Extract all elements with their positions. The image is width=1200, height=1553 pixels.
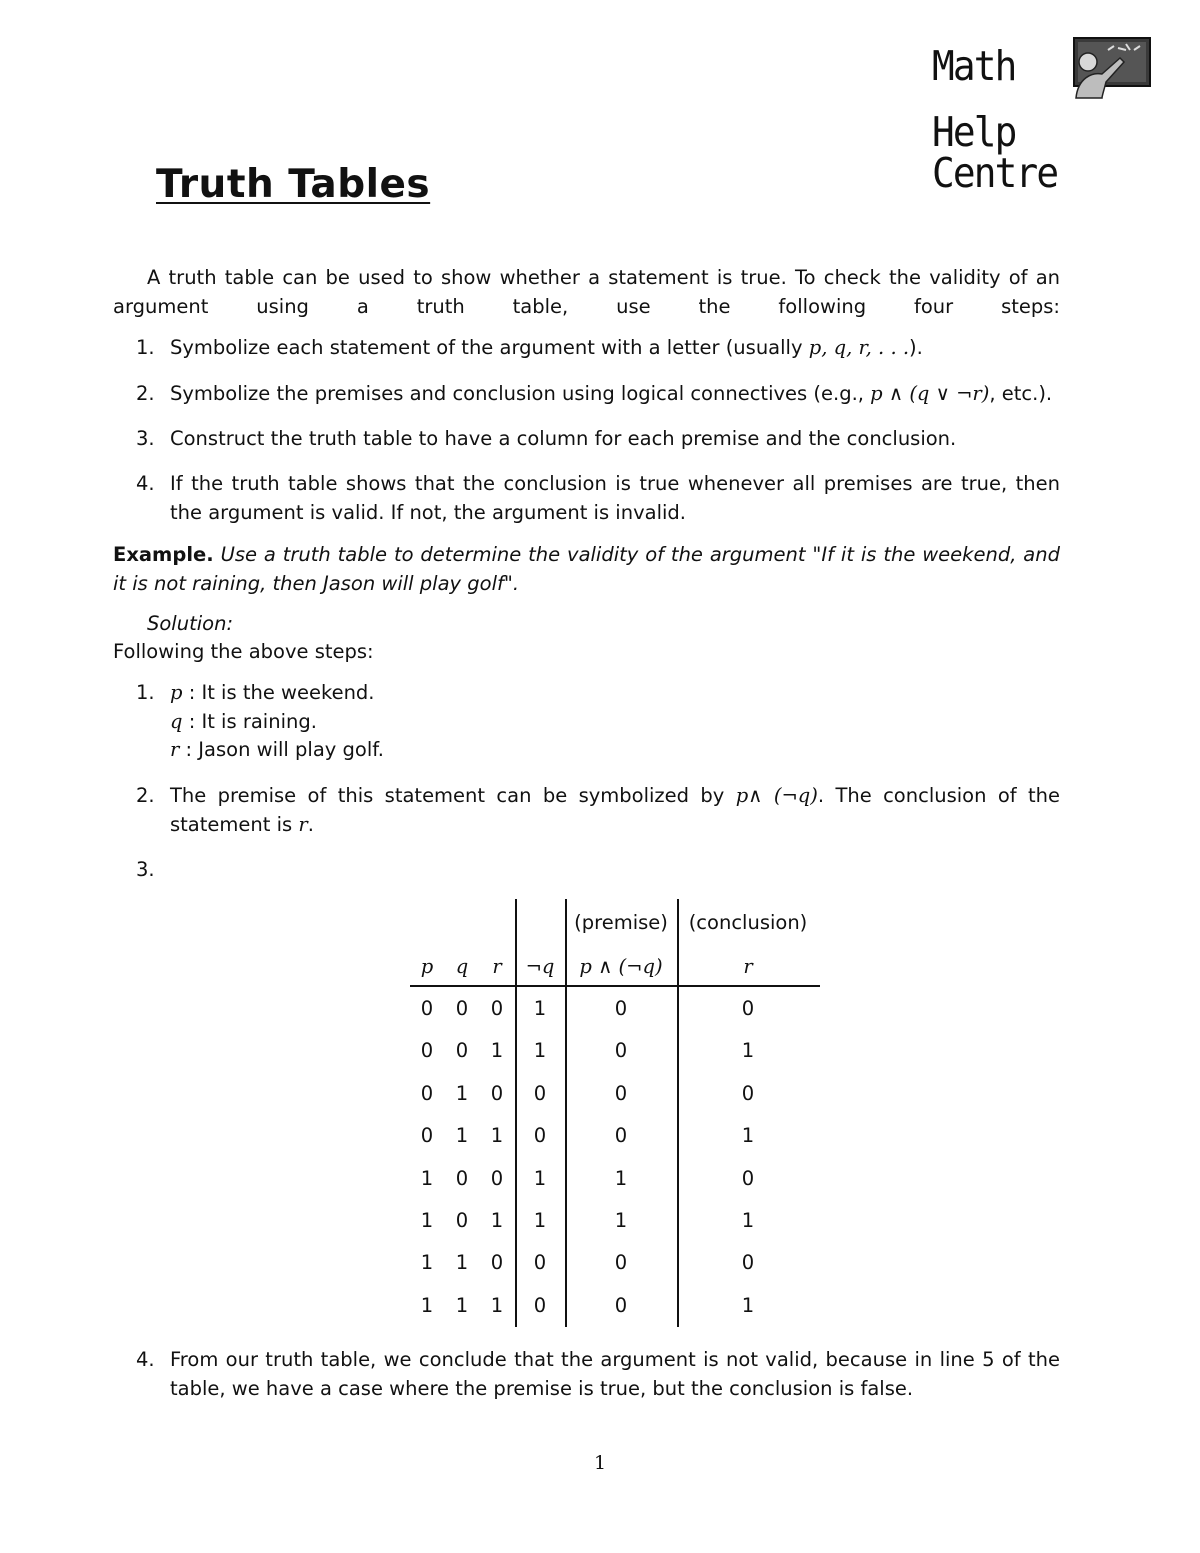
step-text: If the truth table shows that the conclusion is true whenever all premises are true, then the argument is valid. If not, the argument is invalid. [170, 472, 1060, 524]
step-tail: , etc.). [989, 382, 1053, 405]
table-cell: 0 [420, 997, 434, 1020]
variable-definition [170, 679, 1060, 708]
table-cell: 0 [420, 1039, 434, 1063]
example-label: Example. [113, 543, 214, 566]
variable-text: : Jason will play golf. [185, 738, 384, 761]
variable-symbol: r [170, 738, 180, 761]
table-cell: 1 [490, 1039, 504, 1063]
table-cell: 0 [614, 1293, 628, 1317]
step-text-middle: . The conclusion of the statement is [170, 784, 1060, 836]
table-cell: 0 [741, 1166, 755, 1190]
step-text-end: . [307, 812, 314, 836]
step-text: From our truth table, we conclude that the argument is not valid, because in line 5 of the table, we have a case where the premise is true, but the conclusion is false. [170, 1348, 1060, 1400]
step-math: p ∧ (q ∨ ¬r) [870, 382, 990, 405]
table-cell: 0 [741, 1251, 755, 1275]
table-cell: 1 [490, 1209, 504, 1232]
table-cell: 1 [455, 1293, 469, 1317]
table-header-rule [410, 985, 820, 987]
solution-lead: Following the above steps: [113, 640, 374, 663]
step-number: 3. [136, 427, 155, 450]
table-cell: 1 [533, 1209, 547, 1232]
solution-label [147, 610, 1094, 639]
math-help-centre-logo [932, 36, 1154, 197]
step-2 [136, 380, 1060, 409]
column-header: r [743, 955, 753, 978]
variable-symbol: p [170, 681, 183, 704]
example-text: Use a truth table to determine the validity of the argument "If it is the weekend, and it is not raining, then Jason will play golf". [113, 543, 1060, 595]
step-number: 2. [136, 784, 155, 807]
table-cell: 0 [490, 1166, 504, 1190]
logo-line-1: Math [932, 42, 1016, 90]
table-cell: 1 [490, 1124, 504, 1148]
truth-table [410, 899, 820, 1327]
table-cell: 1 [741, 1293, 755, 1317]
table-cell: 0 [614, 1039, 628, 1063]
table-cell: 1 [614, 1166, 628, 1190]
variable-symbol: q [170, 709, 183, 733]
premise-expression: p∧ (¬q) [735, 784, 818, 807]
column-header: p ∧ (¬q) [579, 955, 663, 978]
table-cell: 1 [490, 1293, 504, 1317]
table-cell: 1 [420, 1251, 434, 1275]
step-text: Symbolize the premises and conclusion using logical connectives (e.g., [170, 382, 864, 405]
table-cell: 1 [420, 1166, 434, 1190]
step-text: The premise of this statement can be symbolized by [170, 784, 725, 807]
table-cell: 1 [533, 1039, 547, 1063]
solution-step-1 [136, 679, 1060, 765]
table-cell: 0 [420, 1081, 434, 1105]
table-cell: 1 [533, 1166, 547, 1190]
step-number: 1. [136, 336, 155, 359]
table-cell: 0 [614, 1124, 628, 1148]
table-cell: 0 [741, 997, 755, 1020]
step-text: Symbolize each statement of the argument with a letter (usually [170, 336, 803, 359]
column-header: p [420, 955, 434, 978]
intro-paragraph: A truth table can be used to show whether a statement is true. To check the validity of an argument using a truth table, use the following four steps: [113, 266, 1060, 318]
table-cell: 1 [741, 1039, 755, 1063]
table-cell: 1 [533, 997, 547, 1020]
person-at-chalkboard-icon [1068, 36, 1152, 100]
variable-definition [170, 736, 1060, 765]
table-cell: 1 [455, 1251, 469, 1275]
example-paragraph [113, 541, 1060, 598]
step-tail: ). [909, 336, 923, 359]
table-cell: 0 [455, 1209, 469, 1232]
step-number: 3. [136, 858, 155, 881]
column-header: ¬q [525, 955, 555, 978]
table-cell: 0 [490, 997, 504, 1020]
conclusion-expression: r [298, 812, 308, 836]
column-header: r [492, 955, 502, 978]
solution-label-text: Solution: [147, 612, 234, 635]
table-cell: 0 [614, 1081, 628, 1105]
table-divider [515, 899, 517, 1327]
table-cell: 0 [455, 1166, 469, 1190]
table-cell: 0 [455, 997, 469, 1020]
table-cell: 1 [614, 1209, 628, 1232]
table-cell: 1 [420, 1293, 434, 1317]
table-cell: 1 [741, 1124, 755, 1148]
table-cell: 0 [614, 997, 628, 1020]
table-cell: 0 [455, 1039, 469, 1063]
step-4 [136, 470, 1060, 527]
logo-line-2: Help Centre [932, 108, 1058, 197]
table-cell: 1 [420, 1209, 434, 1232]
step-number: 4. [136, 1348, 155, 1371]
group-label-premise: (premise) [574, 911, 668, 934]
column-header: q [455, 955, 469, 978]
table-cell: 0 [533, 1081, 547, 1105]
table-cell: 0 [741, 1081, 755, 1105]
table-cell: 1 [455, 1081, 469, 1105]
step-3 [136, 425, 1060, 454]
step-number: 2. [136, 382, 155, 405]
group-label-conclusion: (conclusion) [688, 911, 808, 934]
table-cell: 1 [741, 1209, 755, 1232]
table-cell: 1 [455, 1124, 469, 1148]
step-text: Construct the truth table to have a column for each premise and the conclusion. [170, 427, 957, 450]
page-title: Truth Tables [156, 162, 431, 207]
step-number: 1. [136, 681, 155, 704]
table-cell: 0 [420, 1124, 434, 1148]
step-number: 4. [136, 472, 155, 495]
variable-text: : It is raining. [188, 709, 317, 733]
table-cell: 0 [533, 1124, 547, 1148]
solution-step-4 [136, 1346, 1060, 1403]
step-math: p, q, r, . . . [808, 336, 910, 359]
table-cell: 0 [490, 1081, 504, 1105]
table-cell: 0 [614, 1251, 628, 1275]
solution-step-2 [136, 782, 1060, 839]
step-1 [136, 334, 1060, 363]
table-cell: 0 [533, 1293, 547, 1317]
page-number: 1 [593, 1452, 607, 1474]
table-cell: 0 [533, 1251, 547, 1275]
table-cell: 0 [490, 1251, 504, 1275]
variable-text: : It is the weekend. [188, 681, 375, 704]
variable-definition [170, 708, 1060, 737]
